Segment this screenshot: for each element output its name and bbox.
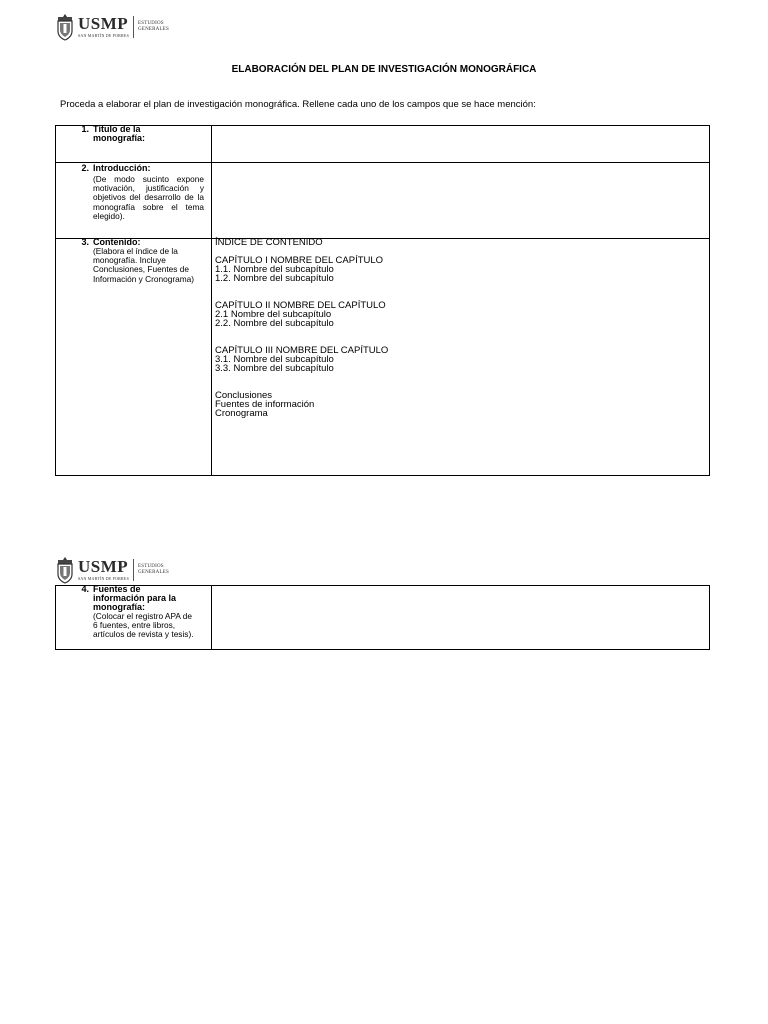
estudios-line1: ESTUDIOS — [138, 564, 164, 569]
field-number: 4. — [81, 584, 89, 594]
chapter-3: CAPÍTULO III NOMBRE DEL CAPÍTULO — [215, 345, 389, 356]
sources-input-cell[interactable] — [212, 586, 710, 650]
field-description: (De modo sucinto expone motivación, justificación y objetivos del desarrollo de la monografía sobre el tema elegido). — [93, 174, 204, 221]
field-number: 3. — [81, 237, 89, 247]
crest-icon — [55, 556, 75, 584]
index-heading: ÍNDICE DE CONTENIDO — [215, 237, 323, 248]
table-row-content — [56, 239, 710, 476]
sources-table — [55, 585, 710, 650]
field-label-cell — [56, 126, 212, 163]
table-row-title — [56, 126, 710, 163]
chapter-1: CAPÍTULO I NOMBRE DEL CAPÍTULO — [215, 255, 384, 266]
field-label: Título de la — [93, 124, 141, 134]
brand-subtitle: SAN MARTÍN DE PORRES — [78, 33, 129, 38]
content-input-cell[interactable] — [212, 239, 710, 476]
estudios-line1: ESTUDIOS — [138, 21, 164, 26]
estudios-line2: GENERALES — [138, 27, 169, 32]
field-number: 2. — [81, 163, 89, 173]
estudios-line2: GENERALES — [138, 570, 169, 575]
field-description: (Colocar el registro APA de 6 fuentes, entre libros, artículos de revista y tesis). — [93, 611, 194, 640]
subchapter: 3.1. Nombre del subcapítulo — [215, 354, 334, 365]
brand-text: USMP — [78, 14, 129, 33]
schedule-entry: Cronograma — [215, 408, 268, 419]
subchapter: 1.2. Nombre del subcapítulo — [215, 273, 334, 284]
table-row-intro — [56, 163, 710, 239]
field-label: Introducción: — [93, 163, 151, 173]
field-label: Contenido: — [93, 237, 141, 247]
intro-input-cell[interactable] — [212, 163, 710, 239]
logo-divider — [133, 559, 134, 581]
chapter-2: CAPÍTULO II NOMBRE DEL CAPÍTULO — [215, 300, 386, 311]
field-label-cell — [56, 163, 212, 239]
sources-entry: Fuentes de información — [215, 399, 315, 410]
brand-text: USMP — [78, 557, 129, 576]
field-label-cell — [56, 586, 212, 650]
table-row-sources — [56, 586, 710, 650]
field-label: monografía: — [93, 602, 146, 612]
field-description: (Elabora el índice de la monografía. Incluye Conclusiones, Fuentes de Información y Cronograma) — [93, 246, 194, 284]
subchapter: 2.1 Nombre del subcapítulo — [215, 309, 332, 320]
brand-subtitle: SAN MARTÍN DE PORRES — [78, 576, 129, 581]
usmp-logo — [55, 556, 169, 584]
field-label-cell — [56, 239, 212, 476]
usmp-logo — [55, 13, 169, 41]
field-label: Fuentes de — [93, 584, 141, 594]
plan-table — [55, 125, 710, 476]
field-label: información para la — [93, 593, 177, 603]
crest-icon — [55, 13, 75, 41]
subchapter: 3.3. Nombre del subcapítulo — [215, 363, 334, 374]
instructions-text: Proceda a elaborar el plan de investigación monográfica. Rellene cada uno de los campos que se hace mención: — [60, 99, 536, 110]
subchapter: 2.2. Nombre del subcapítulo — [215, 318, 334, 329]
field-label: monografía: — [93, 133, 146, 143]
field-number: 1. — [81, 124, 89, 134]
title-input-cell[interactable] — [212, 126, 710, 163]
subchapter: 1.1. Nombre del subcapítulo — [215, 264, 334, 275]
logo-divider — [133, 16, 134, 38]
page-title: ELABORACIÓN DEL PLAN DE INVESTIGACIÓN MONOGRÁFICA — [231, 64, 537, 75]
conclusions-entry: Conclusiones — [215, 390, 273, 401]
